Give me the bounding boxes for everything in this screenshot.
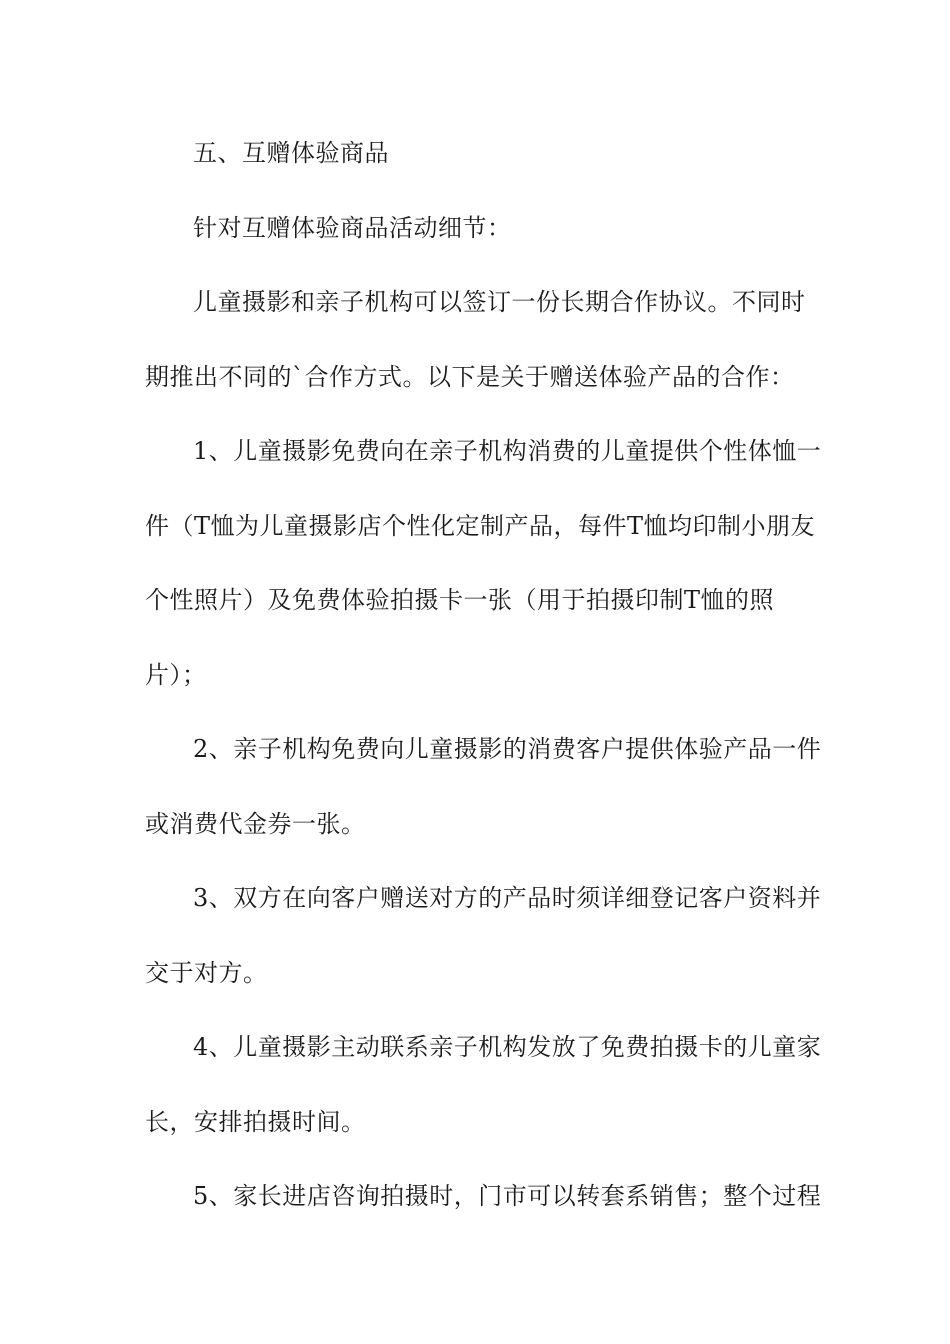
list-item-4-line: 4、儿童摄影主动联系亲子机构发放了免费拍摄卡的儿童家 — [193, 1033, 822, 1061]
list-item-1-line: 1、儿童摄影免费向在亲子机构消费的儿童提供个性体恤一 — [193, 437, 822, 465]
section-heading: 五、互赠体验商品 — [193, 139, 389, 167]
list-item-2-line: 或消费代金券一张。 — [145, 810, 366, 838]
list-item-4-line: 长，安排拍摄时间。 — [145, 1108, 366, 1136]
list-item-1-line: 件（T恤为儿童摄影店个性化定制产品，每件T恤均印制小朋友 — [145, 512, 816, 540]
paragraph-line: 儿童摄影和亲子机构可以签订一份长期合作协议。不同时 — [193, 288, 806, 316]
list-item-5-line: 5、家长进店咨询拍摄时，门市可以转套系销售；整个过程 — [193, 1182, 822, 1210]
paragraph-line: 针对互赠体验商品活动细节： — [193, 214, 512, 242]
paragraph-line: 期推出不同的`合作方式。以下是关于赠送体验产品的合作： — [145, 363, 795, 391]
list-item-1-line: 个性照片）及免费体验拍摄卡一张（用于拍摄印制T恤的照 — [145, 586, 775, 614]
list-item-3-line: 3、双方在向客户赠送对方的产品时须详细登记客户资料并 — [193, 884, 822, 912]
list-item-1-line: 片）； — [145, 661, 207, 689]
list-item-3-line: 交于对方。 — [145, 959, 268, 987]
list-item-2-line: 2、亲子机构免费向儿童摄影的消费客户提供体验产品一件 — [193, 735, 822, 763]
